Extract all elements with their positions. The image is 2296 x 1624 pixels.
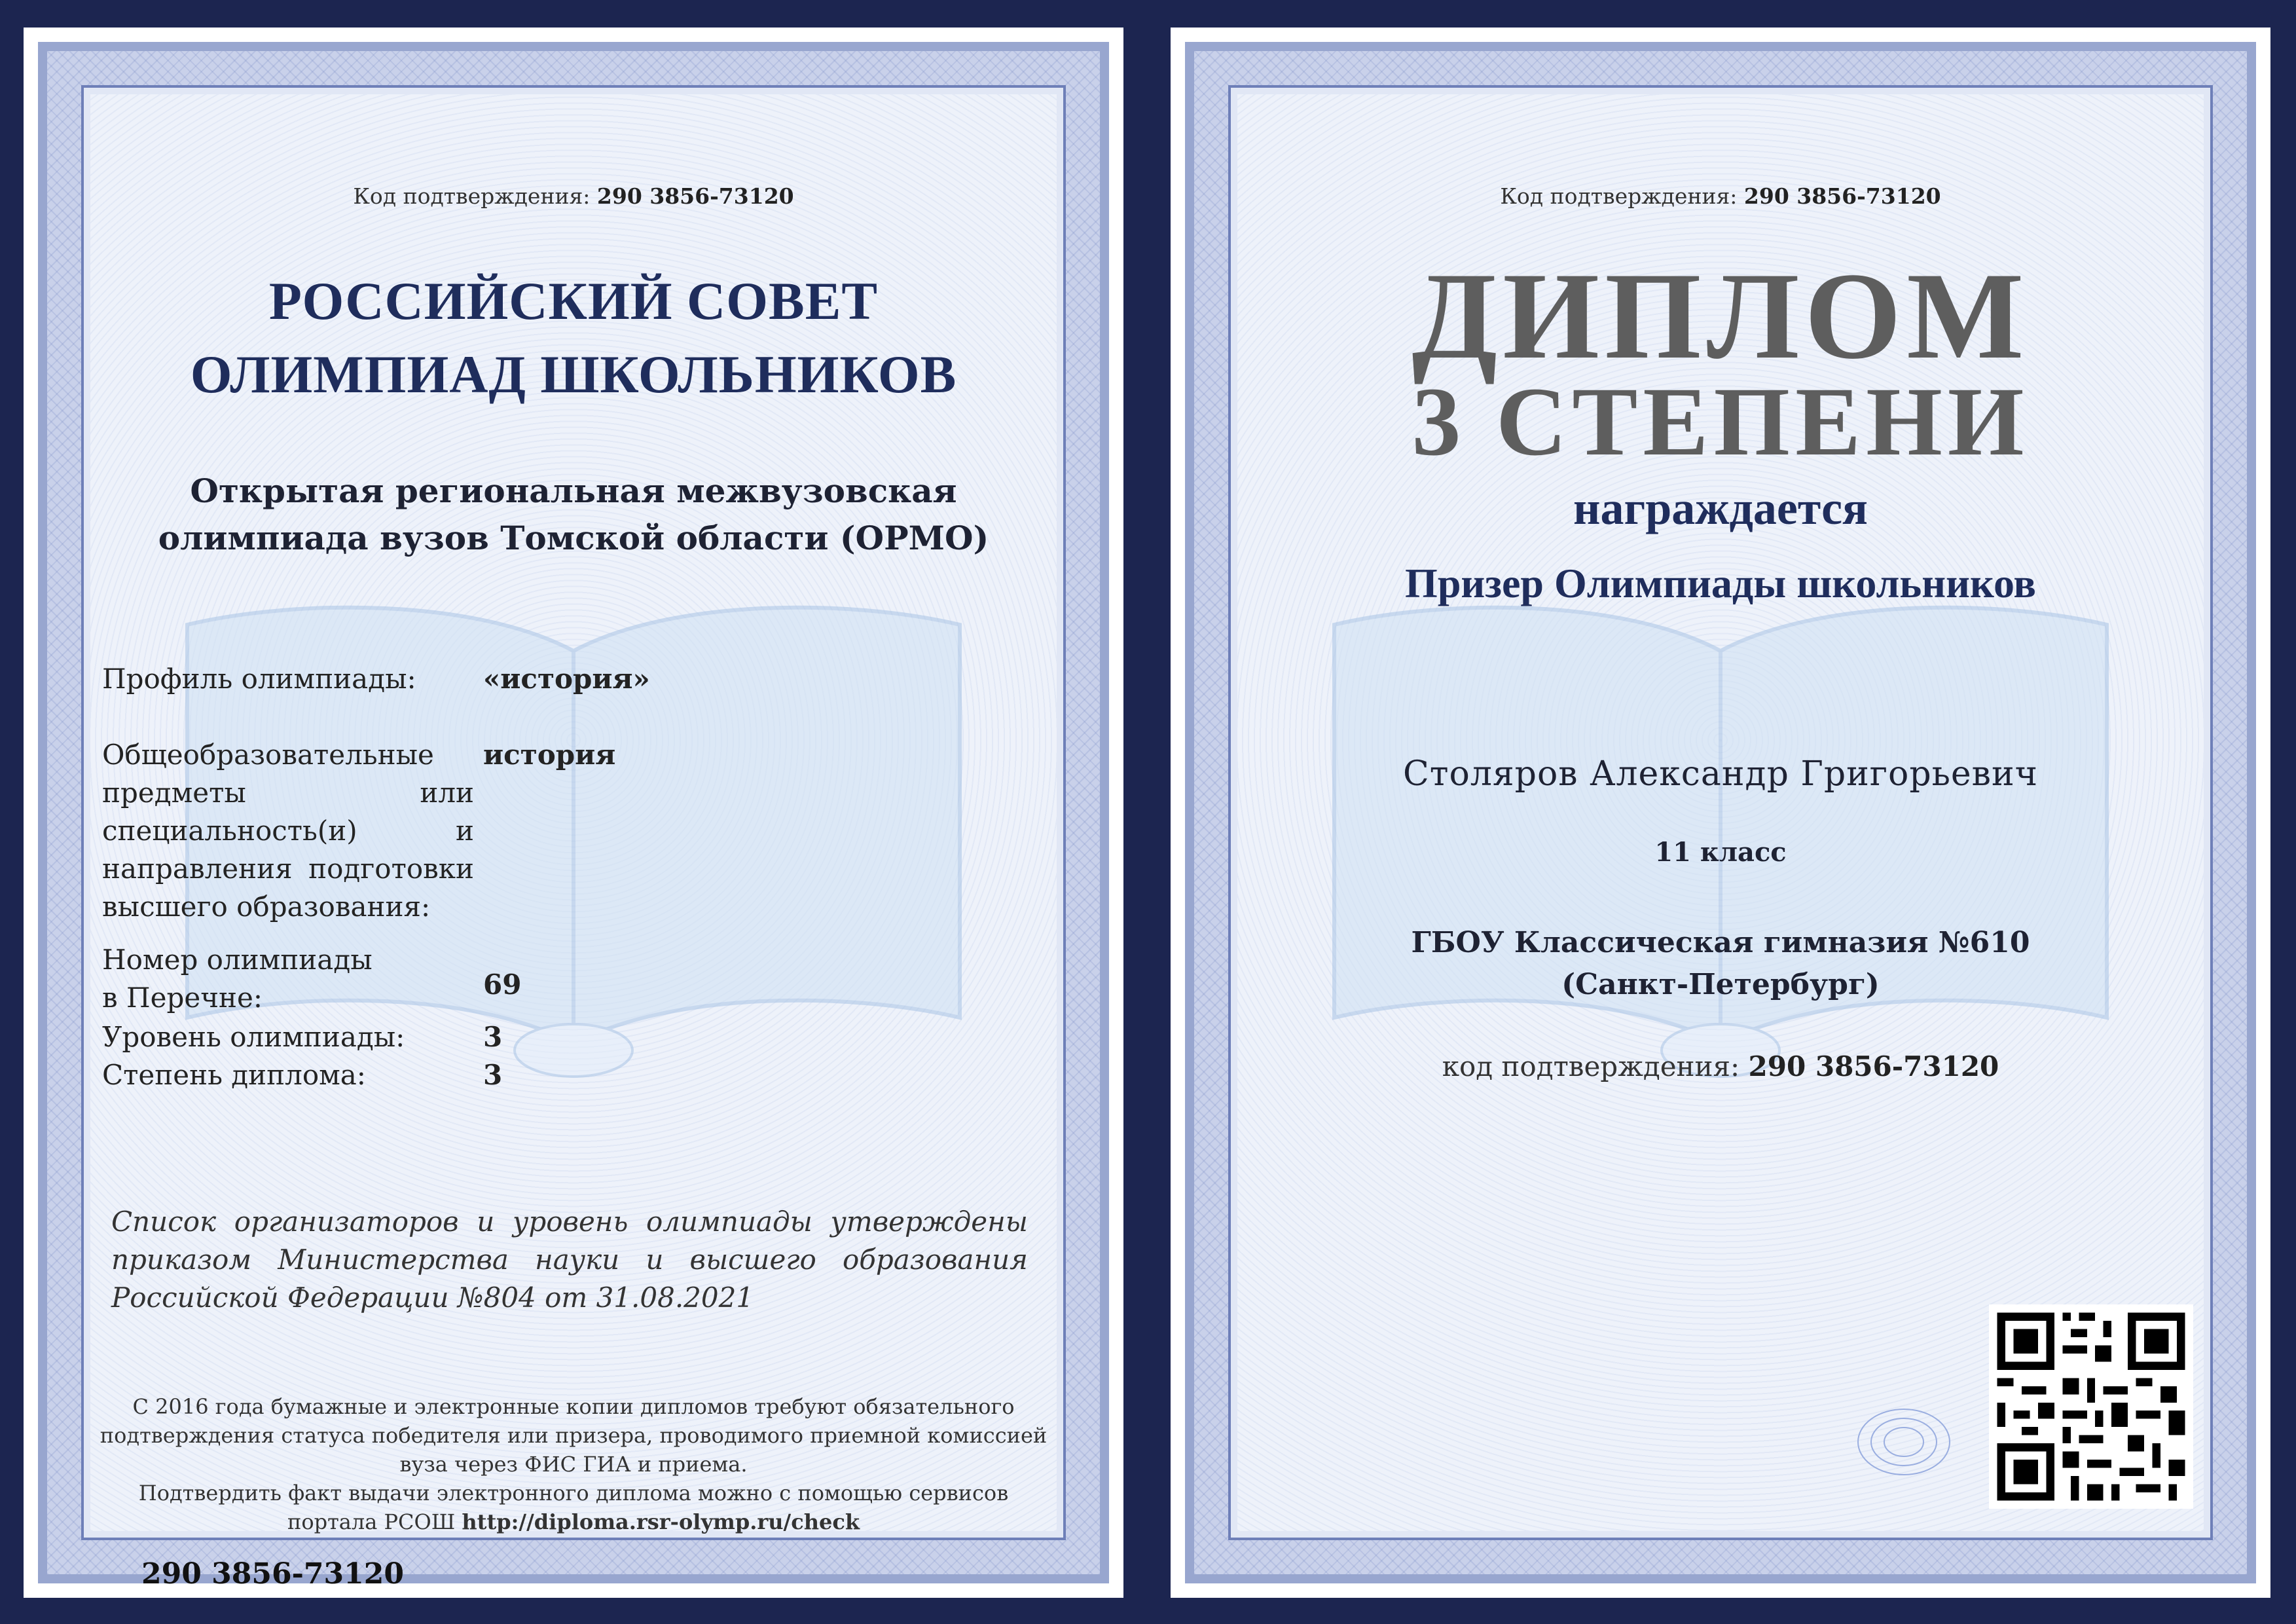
olympiad-name-line1: Открытая региональная межвузовская bbox=[190, 471, 957, 510]
code-label: Код подтверждения: bbox=[353, 183, 591, 209]
profile-label: Профиль олимпиады: bbox=[102, 663, 416, 695]
level-label: Уровень олимпиады: bbox=[102, 1021, 405, 1053]
code-value: 290 3856-73120 bbox=[596, 183, 794, 209]
check-link[interactable]: http://diploma.rsr-olymp.ru/check bbox=[462, 1509, 860, 1534]
profile-value: «история» bbox=[483, 663, 650, 695]
diploma-left-page bbox=[24, 28, 1123, 1598]
winner-status: Призер Олимпиады школьников bbox=[1405, 560, 2036, 606]
recipient-grade: 11 класс bbox=[1654, 837, 1787, 868]
degree-value: 3 bbox=[483, 1059, 503, 1091]
notice-line5 bbox=[63, 1507, 1084, 1536]
notice-line1: С 2016 года бумажные и электронные копии дипломов требуют обязательного bbox=[132, 1394, 1015, 1419]
code-label: Код подтверждения: bbox=[1500, 183, 1738, 209]
recipient-name: Столяров Александр Григорьевич bbox=[1402, 754, 2038, 794]
notice-block bbox=[63, 1392, 1084, 1536]
school-line2: (Санкт-Петербург) bbox=[1561, 968, 1880, 1001]
notice-line3: вуза через ФИС ГИА и приема. bbox=[399, 1452, 748, 1477]
awarded-label: награждается bbox=[1573, 482, 1868, 534]
diploma-title-line1: ДИПЛОМ bbox=[1412, 248, 2030, 385]
code-value: 290 3856-73120 bbox=[1743, 183, 1941, 209]
degree-label: Степень диплома: bbox=[102, 1059, 366, 1091]
council-title-line2: ОЛИМПИАД ШКОЛЬНИКОВ bbox=[190, 344, 957, 404]
notice-line4: Подтвердить факт выдачи электронного диплома можно с помощью сервисов bbox=[138, 1481, 1009, 1505]
recipient-school bbox=[1171, 922, 2270, 1006]
number-label bbox=[102, 941, 469, 1017]
qr-code-icon bbox=[1989, 1304, 2193, 1509]
bottom-code-value: 290 3856-73120 bbox=[1748, 1050, 1999, 1082]
council-title bbox=[24, 265, 1123, 411]
number-label-line1: Номер олимпиады bbox=[102, 944, 373, 976]
number-label-line2: в Перечне: bbox=[102, 982, 263, 1014]
number-value: 69 bbox=[483, 969, 522, 1001]
olympiad-name bbox=[24, 468, 1123, 562]
notice-line5-prefix: портала РСОШ bbox=[287, 1509, 456, 1534]
approval-text: Список организаторов и уровень олимпиады утверждены приказом Министерства науки и высшего образования Российской Федерации №804 от 31.08.2021 bbox=[111, 1206, 1028, 1314]
open-book-watermark bbox=[1295, 572, 2146, 1096]
qr-code bbox=[1989, 1304, 2193, 1509]
level-value: 3 bbox=[483, 1021, 503, 1053]
school-line1: ГБОУ Классическая гимназия №610 bbox=[1411, 926, 2030, 959]
confirmation-code-line bbox=[24, 183, 1123, 209]
diploma-right-page bbox=[1171, 28, 2270, 1598]
notice-line2: подтверждения статуса победителя или призера, проводимого приемной комиссией bbox=[100, 1423, 1048, 1448]
council-title-line1: РОССИЙСКИЙ СОВЕТ bbox=[268, 271, 879, 331]
olympiad-name-line2: олимпиада вузов Томской области (ОРМО) bbox=[158, 519, 989, 557]
subjects-label: Общеобразовательные предметы или специальность(и) и направления подготовки высшего образования: bbox=[102, 739, 474, 923]
bottom-confirmation bbox=[1171, 1050, 2270, 1082]
confirmation-code-line bbox=[1171, 183, 2270, 209]
diploma-title bbox=[1171, 248, 2270, 476]
bottom-code: 290 3856-73120 bbox=[141, 1557, 404, 1591]
bottom-code-label: код подтверждения: bbox=[1442, 1050, 1740, 1082]
diploma-title-line2: 3 СТЕПЕНИ bbox=[1412, 367, 2030, 476]
rosette-ornament bbox=[1851, 1403, 1956, 1481]
subjects-value: история bbox=[483, 739, 616, 771]
